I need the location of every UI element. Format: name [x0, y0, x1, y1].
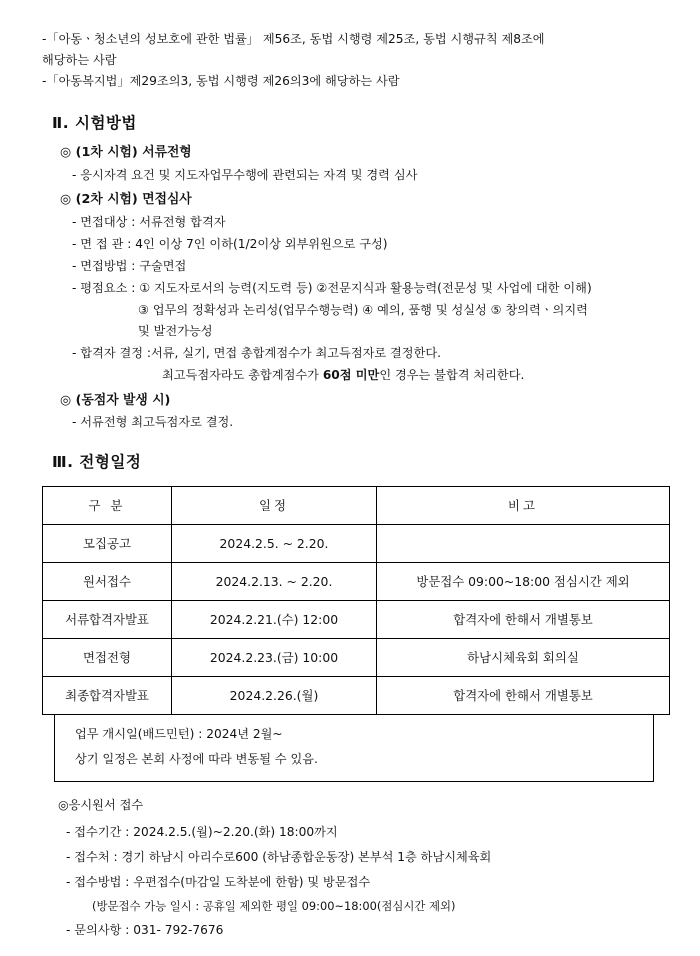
- table-cell-category: 최종합격자발표: [43, 677, 172, 715]
- table-cell-category: 서류합격자발표: [43, 601, 172, 639]
- table-cell-schedule: 2024.2.26.(월): [172, 677, 377, 715]
- table-cell-note: 합격자에 한해서 개별통보: [377, 677, 670, 715]
- table-cell-note: 합격자에 한해서 개별통보: [377, 601, 670, 639]
- second-exam-block: [42, 190, 666, 384]
- first-exam-title: ◎ (1차 시험) 서류전형: [60, 144, 192, 160]
- intro-line-3: -「아동복지법」제29조의3, 동법 시행령 제26의3에 해당하는 사람: [42, 73, 400, 88]
- second-exam-title: ◎ (2차 시험) 면접심사: [60, 192, 192, 208]
- pass-note-post: 인 경우는 불합격 처리한다.: [379, 367, 525, 382]
- notebox-line-1: 업무 개시일(배드민턴) : 2024년 2월~: [75, 727, 283, 742]
- application-block: [54, 796, 654, 940]
- table-header-cell-0: 구 분: [43, 487, 172, 525]
- pass-rule: - 합격자 결정 :서류, 실기, 면접 총합계점수가 최고득점자로 결정한다.: [72, 345, 441, 360]
- table-cell-category: 모집공고: [43, 525, 172, 563]
- criteria-line-1: - 평점요소 : ① 지도자로서의 능력(지도력 등) ②전문지식과 활용능력(전문성 및 사업에 대한 이해): [72, 281, 592, 296]
- pass-note-bold: 60점 미만: [322, 367, 380, 382]
- tie-title: ◎ (동점자 발생 시): [60, 392, 171, 408]
- second-exam-row-1: - 면접대상 : 서류전형 합격자: [72, 215, 226, 230]
- section-heading-3: Ⅲ. 전형일정: [52, 453, 142, 472]
- table-cell-schedule: 2024.2.21.(수) 12:00: [172, 601, 377, 639]
- notebox-line-2: 상기 일정은 본회 사정에 따라 변동될 수 있음.: [75, 752, 318, 767]
- table-cell-note: 하남시체육회 회의실: [377, 639, 670, 677]
- table-row: [43, 639, 670, 677]
- pass-note: [162, 366, 666, 385]
- tie-detail: - 서류전형 최고득점자로 결정.: [72, 415, 234, 430]
- application-item-location: - 접수처 : 경기 하남시 아리수로600 (하남종합운동장) 본부석 1층 하남시체육회: [66, 849, 492, 864]
- application-item-method: - 접수방법 : 우편접수(마감일 도착분에 한함) 및 방문접수: [66, 874, 371, 889]
- table-cell-schedule: 2024.2.23.(금) 10:00: [172, 639, 377, 677]
- table-row: [43, 677, 670, 715]
- table-cell-note: [377, 525, 670, 563]
- table-row: [43, 563, 670, 601]
- tie-block: [42, 391, 666, 433]
- first-exam-block: [42, 143, 666, 185]
- table-cell-category: 면접전형: [43, 639, 172, 677]
- schedule-notebox: [54, 715, 654, 782]
- table-row: [43, 525, 670, 563]
- table-cell-category: 원서접수: [43, 563, 172, 601]
- table-row: [43, 601, 670, 639]
- intro-block: [42, 30, 666, 91]
- pass-note-pre: 최고득점자라도 총합계점수가: [162, 367, 323, 382]
- first-exam-detail: - 응시자격 요건 및 지도자업무수행에 관련되는 자격 및 경력 심사: [72, 167, 418, 182]
- application-subitem-hours: (방문접수 가능 일시 : 공휴일 제외한 평일 09:00~18:00(점심시간 제외): [92, 898, 456, 913]
- intro-line-1: -「아동ㆍ청소년의 성보호에 관한 법률」 제56조, 동법 시행령 제25조, 동법 시행규칙 제8조에: [42, 32, 545, 46]
- table-cell-schedule: 2024.2.13. ~ 2.20.: [172, 563, 377, 601]
- section-heading-2: Ⅱ. 시험방법: [52, 113, 137, 132]
- table-header-cell-2: 비고: [377, 487, 670, 525]
- table-header-row: [43, 487, 670, 525]
- application-item-period: - 접수기간 : 2024.2.5.(월)~2.20.(화) 18:00까지: [66, 825, 338, 840]
- application-item-contact: - 문의사항 : 031- 792-7676: [66, 923, 224, 938]
- schedule-table: [42, 486, 670, 715]
- intro-line-2: 해당하는 사람: [42, 52, 117, 67]
- table-header-cell-1: 일정: [172, 487, 377, 525]
- criteria-line-3: 및 발전가능성: [138, 323, 213, 338]
- second-exam-row-3: - 면접방법 : 구술면접: [72, 259, 187, 274]
- table-cell-schedule: 2024.2.5. ~ 2.20.: [172, 525, 377, 563]
- table-cell-note: 방문접수 09:00~18:00 점심시간 제외: [377, 563, 670, 601]
- application-title: ◎응시원서 접수: [58, 798, 144, 813]
- second-exam-row-2: - 면 접 관 : 4인 이상 7인 이하(1/2이상 외부위원으로 구성): [72, 237, 388, 252]
- criteria-line-2: ③ 업무의 정확성과 논리성(업무수행능력) ④ 예의, 품행 및 성실성 ⑤ 창의력ㆍ의지력: [138, 302, 588, 317]
